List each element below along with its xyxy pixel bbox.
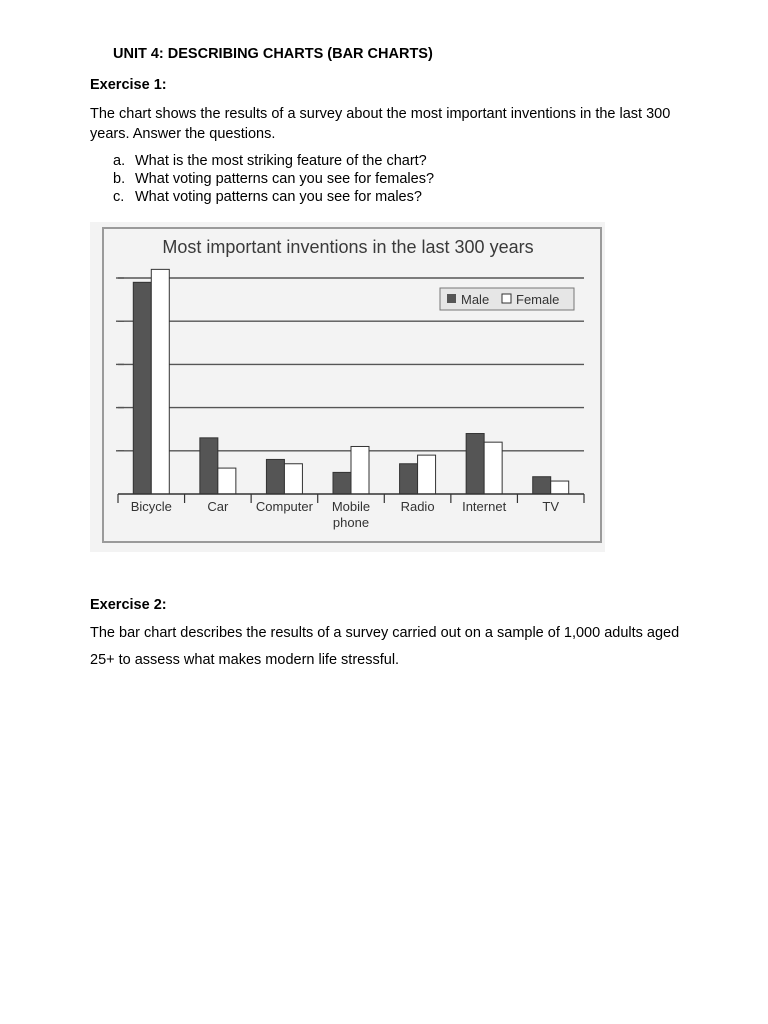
bar-male-car	[200, 438, 218, 494]
bar-male-radio	[400, 464, 418, 494]
x-tick-label: Radio	[400, 499, 435, 514]
bar-male-mobile-phone	[333, 472, 351, 494]
x-tick-label: Internet	[462, 499, 507, 514]
x-tick-label: Mobile phone	[331, 499, 371, 530]
bar-female-radio	[418, 455, 436, 494]
question-text: What is the most striking feature of the chart?	[135, 153, 427, 169]
bar-female-computer	[284, 464, 302, 494]
legend-male-swatch	[447, 294, 456, 303]
exercise-1-heading: Exercise 1:	[90, 77, 167, 93]
bar-female-car	[218, 468, 236, 494]
inventions-chart	[90, 222, 605, 552]
x-tick-label: TV	[542, 499, 560, 514]
question-item	[113, 152, 434, 170]
x-tick-label: Car	[207, 499, 229, 514]
question-marker: a.	[113, 153, 126, 169]
exercise-2-heading: Exercise 2:	[90, 597, 167, 613]
chart-legend	[440, 288, 574, 310]
legend-female-label: Female	[516, 292, 560, 307]
bar-male-bicycle	[133, 282, 151, 494]
bar-female-bicycle	[151, 269, 169, 494]
legend-male-label: Male	[461, 292, 490, 307]
question-marker: c.	[113, 189, 125, 205]
question-item	[113, 188, 434, 206]
question-text: What voting patterns can you see for females?	[135, 171, 435, 187]
question-list	[113, 152, 434, 206]
chart-title: Most important inventions in the last 300 years	[162, 237, 534, 257]
question-text: What voting patterns can you see for males?	[135, 189, 422, 205]
x-tick-label: Bicycle	[130, 499, 172, 514]
chart-frame	[103, 228, 601, 542]
unit-title: UNIT 4: DESCRIBING CHARTS (BAR CHARTS)	[113, 46, 433, 62]
chart-svg	[90, 222, 605, 552]
bar-female-tv	[551, 481, 569, 494]
exercise-2-intro: The bar chart describes the results of a survey carried out on a sample of 1,000 adults aged 25+ to assess what makes modern life stressful.	[90, 625, 680, 668]
question-item	[113, 170, 434, 188]
bar-female-internet	[484, 442, 502, 494]
legend-female-swatch	[502, 294, 511, 303]
bar-male-computer	[266, 459, 284, 494]
question-marker: b.	[113, 171, 126, 187]
exercise-1-intro: The chart shows the results of a survey about the most important inventions in the last 300 years. Answer the questions.	[90, 106, 671, 142]
x-tick-label: Computer	[255, 499, 313, 514]
bar-female-mobile-phone	[351, 446, 369, 494]
bar-male-tv	[533, 477, 551, 494]
bar-male-internet	[466, 434, 484, 494]
